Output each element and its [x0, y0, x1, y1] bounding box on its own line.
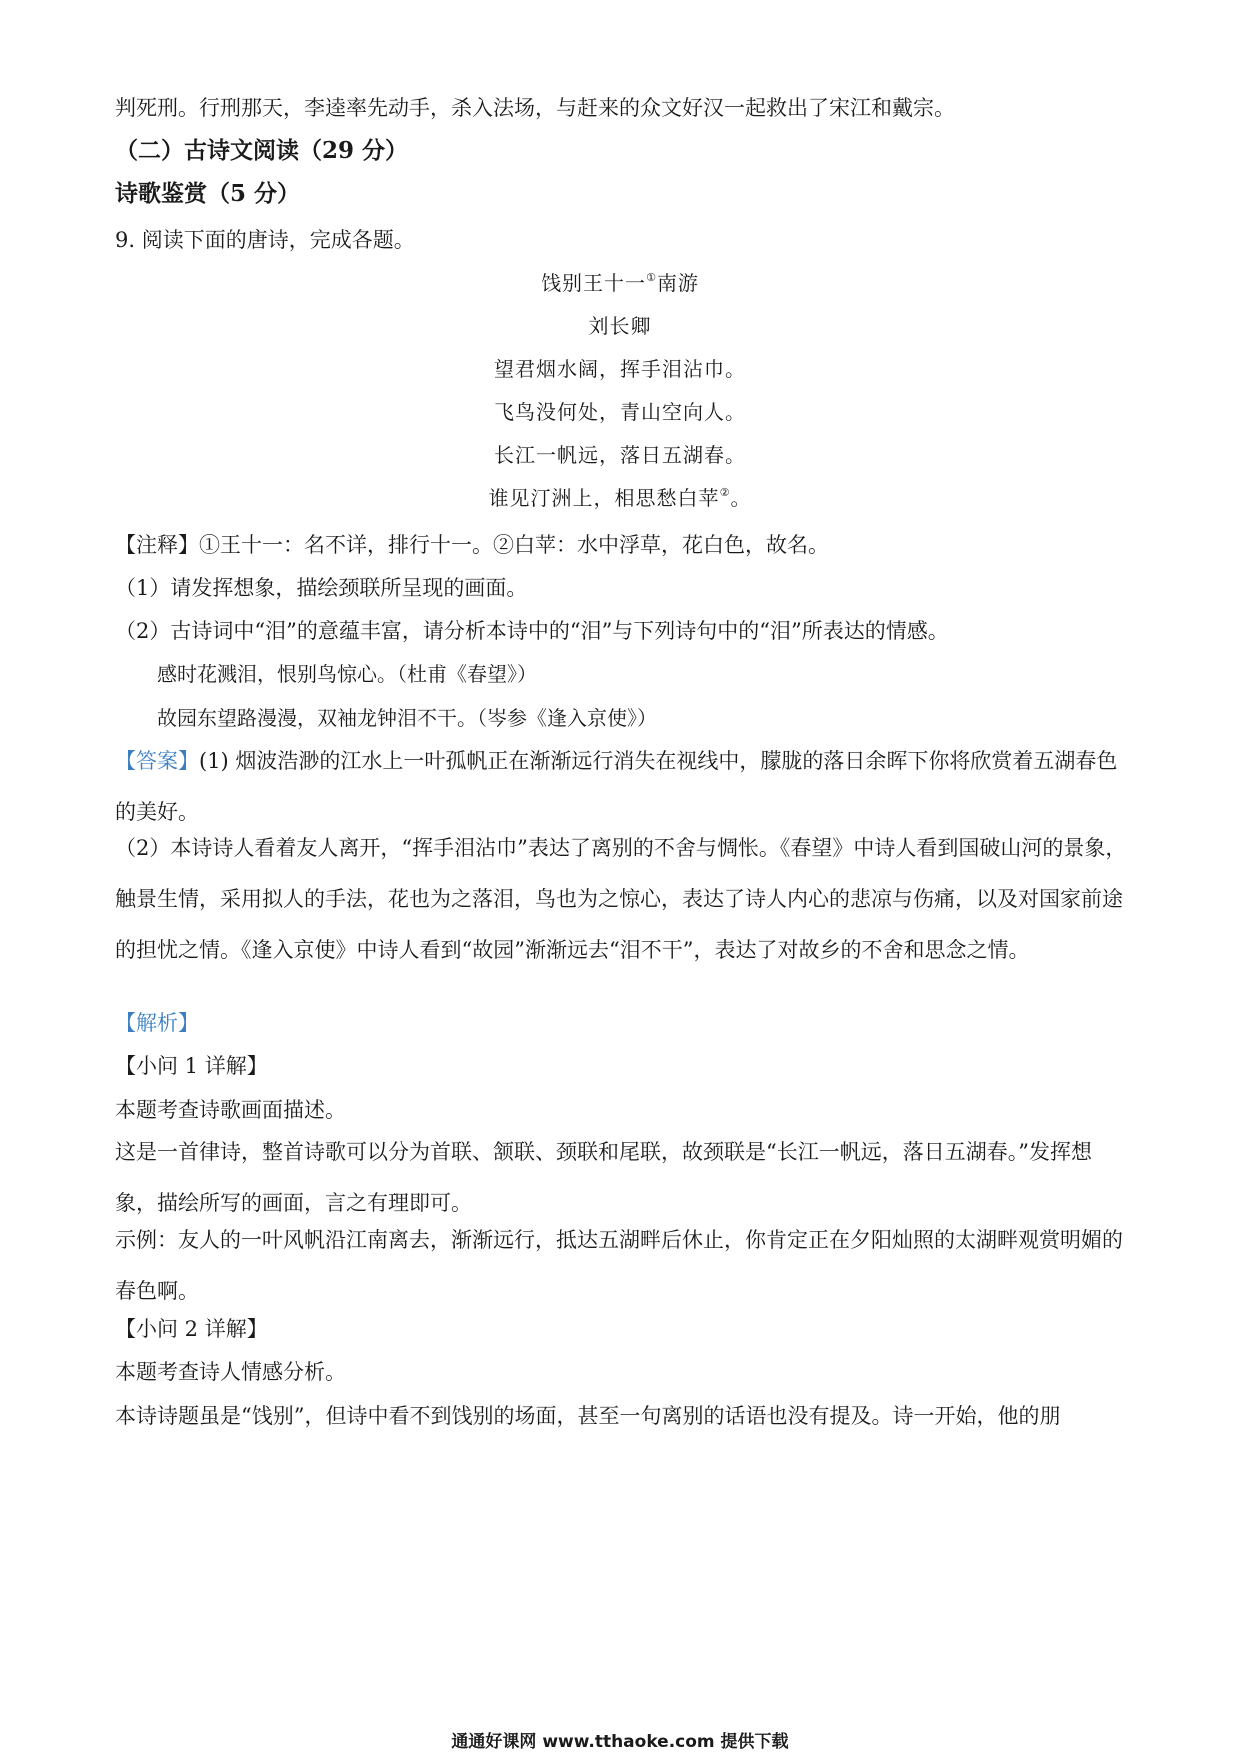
annotation: 【注释】①王十一：名不详，排行十一。②白苹：水中浮草，花白色，故名。: [115, 533, 829, 557]
citation-fengrujingshi: 故园东望路漫漫，双袖龙钟泪不干。（岑参《逢入京使》）: [157, 706, 657, 730]
sub2-heading: 【小问 2 详解】: [115, 1317, 268, 1341]
poem-line-1: 望君烟水阔，挥手泪沾巾。: [494, 357, 746, 381]
poem-line-3: 长江一帆远，落日五湖春。: [494, 443, 746, 467]
footer-watermark: 通通好课网 www.tthaoke.com 提供下载: [451, 1732, 789, 1752]
sub1-heading: 【小问 1 详解】: [115, 1054, 268, 1078]
section-heading: （二）古诗文阅读（29 分）: [115, 137, 409, 164]
citation-chunwang: 感时花溅泪，恨别鸟惊心。（杜甫《春望》）: [157, 662, 537, 686]
answer-2: （2）本诗诗人看着友人离开，“挥手泪沾巾”表达了离别的不舍与惆怅。《春望》中诗人看到国破山河的景象，触景生情，采用拟人的手法，花也为之落泪，鸟也为之惊心，表达了诗人内心的悲凉与伤痛，以及对国家前途的担忧之情。《逢入京使》中诗人看到“故园”渐渐远去“泪不干”，表达了对故乡的不舍和思念之情。: [115, 836, 1127, 962]
continuation-paragraph: 判死刑。行刑那天，李逵率先动手，杀入法场，与赶来的众文好汉一起救出了宋江和戴宗。: [115, 96, 955, 120]
sub-question-1: （1）请发挥想象，描绘颈联所呈现的画面。: [115, 576, 528, 600]
note-marker-1: ①: [646, 271, 657, 284]
sub2-body: 本诗诗题虽是“饯别”，但诗中看不到饯别的场面，甚至一句离别的话语也没有提及。诗一开始，他的朋: [115, 1404, 1061, 1428]
poem-title: 饯别王十一①南游: [541, 271, 699, 295]
sub1-topic: 本题考查诗歌画面描述。: [115, 1098, 346, 1122]
note-marker-2: ②: [719, 486, 731, 499]
answer-1: 【答案】(1) 烟波浩渺的江水上一叶孤帆正在渐渐远行消失在视线中，朦胧的落日余晖下你将欣赏着五湖春色的美好。: [115, 749, 1118, 824]
answer-tag: 【答案】: [115, 749, 199, 773]
poem-author: 刘长卿: [588, 314, 652, 338]
sub-question-2: （2）古诗词中“泪”的意蕴丰富，请分析本诗中的“泪”与下列诗句中的“泪”所表达的情感。: [115, 619, 949, 643]
sub1-body: 这是一首律诗，整首诗歌可以分为首联、颔联、颈联和尾联，故颈联是“长江一帆远，落日五湖春。”发挥想象，描绘所写的画面，言之有理即可。: [115, 1140, 1092, 1215]
poem-line-2: 飞鸟没何处，青山空向人。: [494, 400, 746, 424]
poem-line-4: 谁见汀洲上，相思愁白苹②。: [488, 486, 752, 510]
analysis-tag: 【解析】: [115, 1011, 199, 1035]
question-stem: 9. 阅读下面的唐诗，完成各题。: [115, 228, 415, 252]
sub2-topic: 本题考查诗人情感分析。: [115, 1360, 346, 1384]
sub-heading: 诗歌鉴赏（5 分）: [115, 180, 301, 207]
sub1-example: 示例：友人的一叶风帆沿江南离去，渐渐远行，抵达五湖畔后休止，你肯定正在夕阳灿照的太湖畔观赏明媚的春色啊。: [115, 1228, 1123, 1303]
